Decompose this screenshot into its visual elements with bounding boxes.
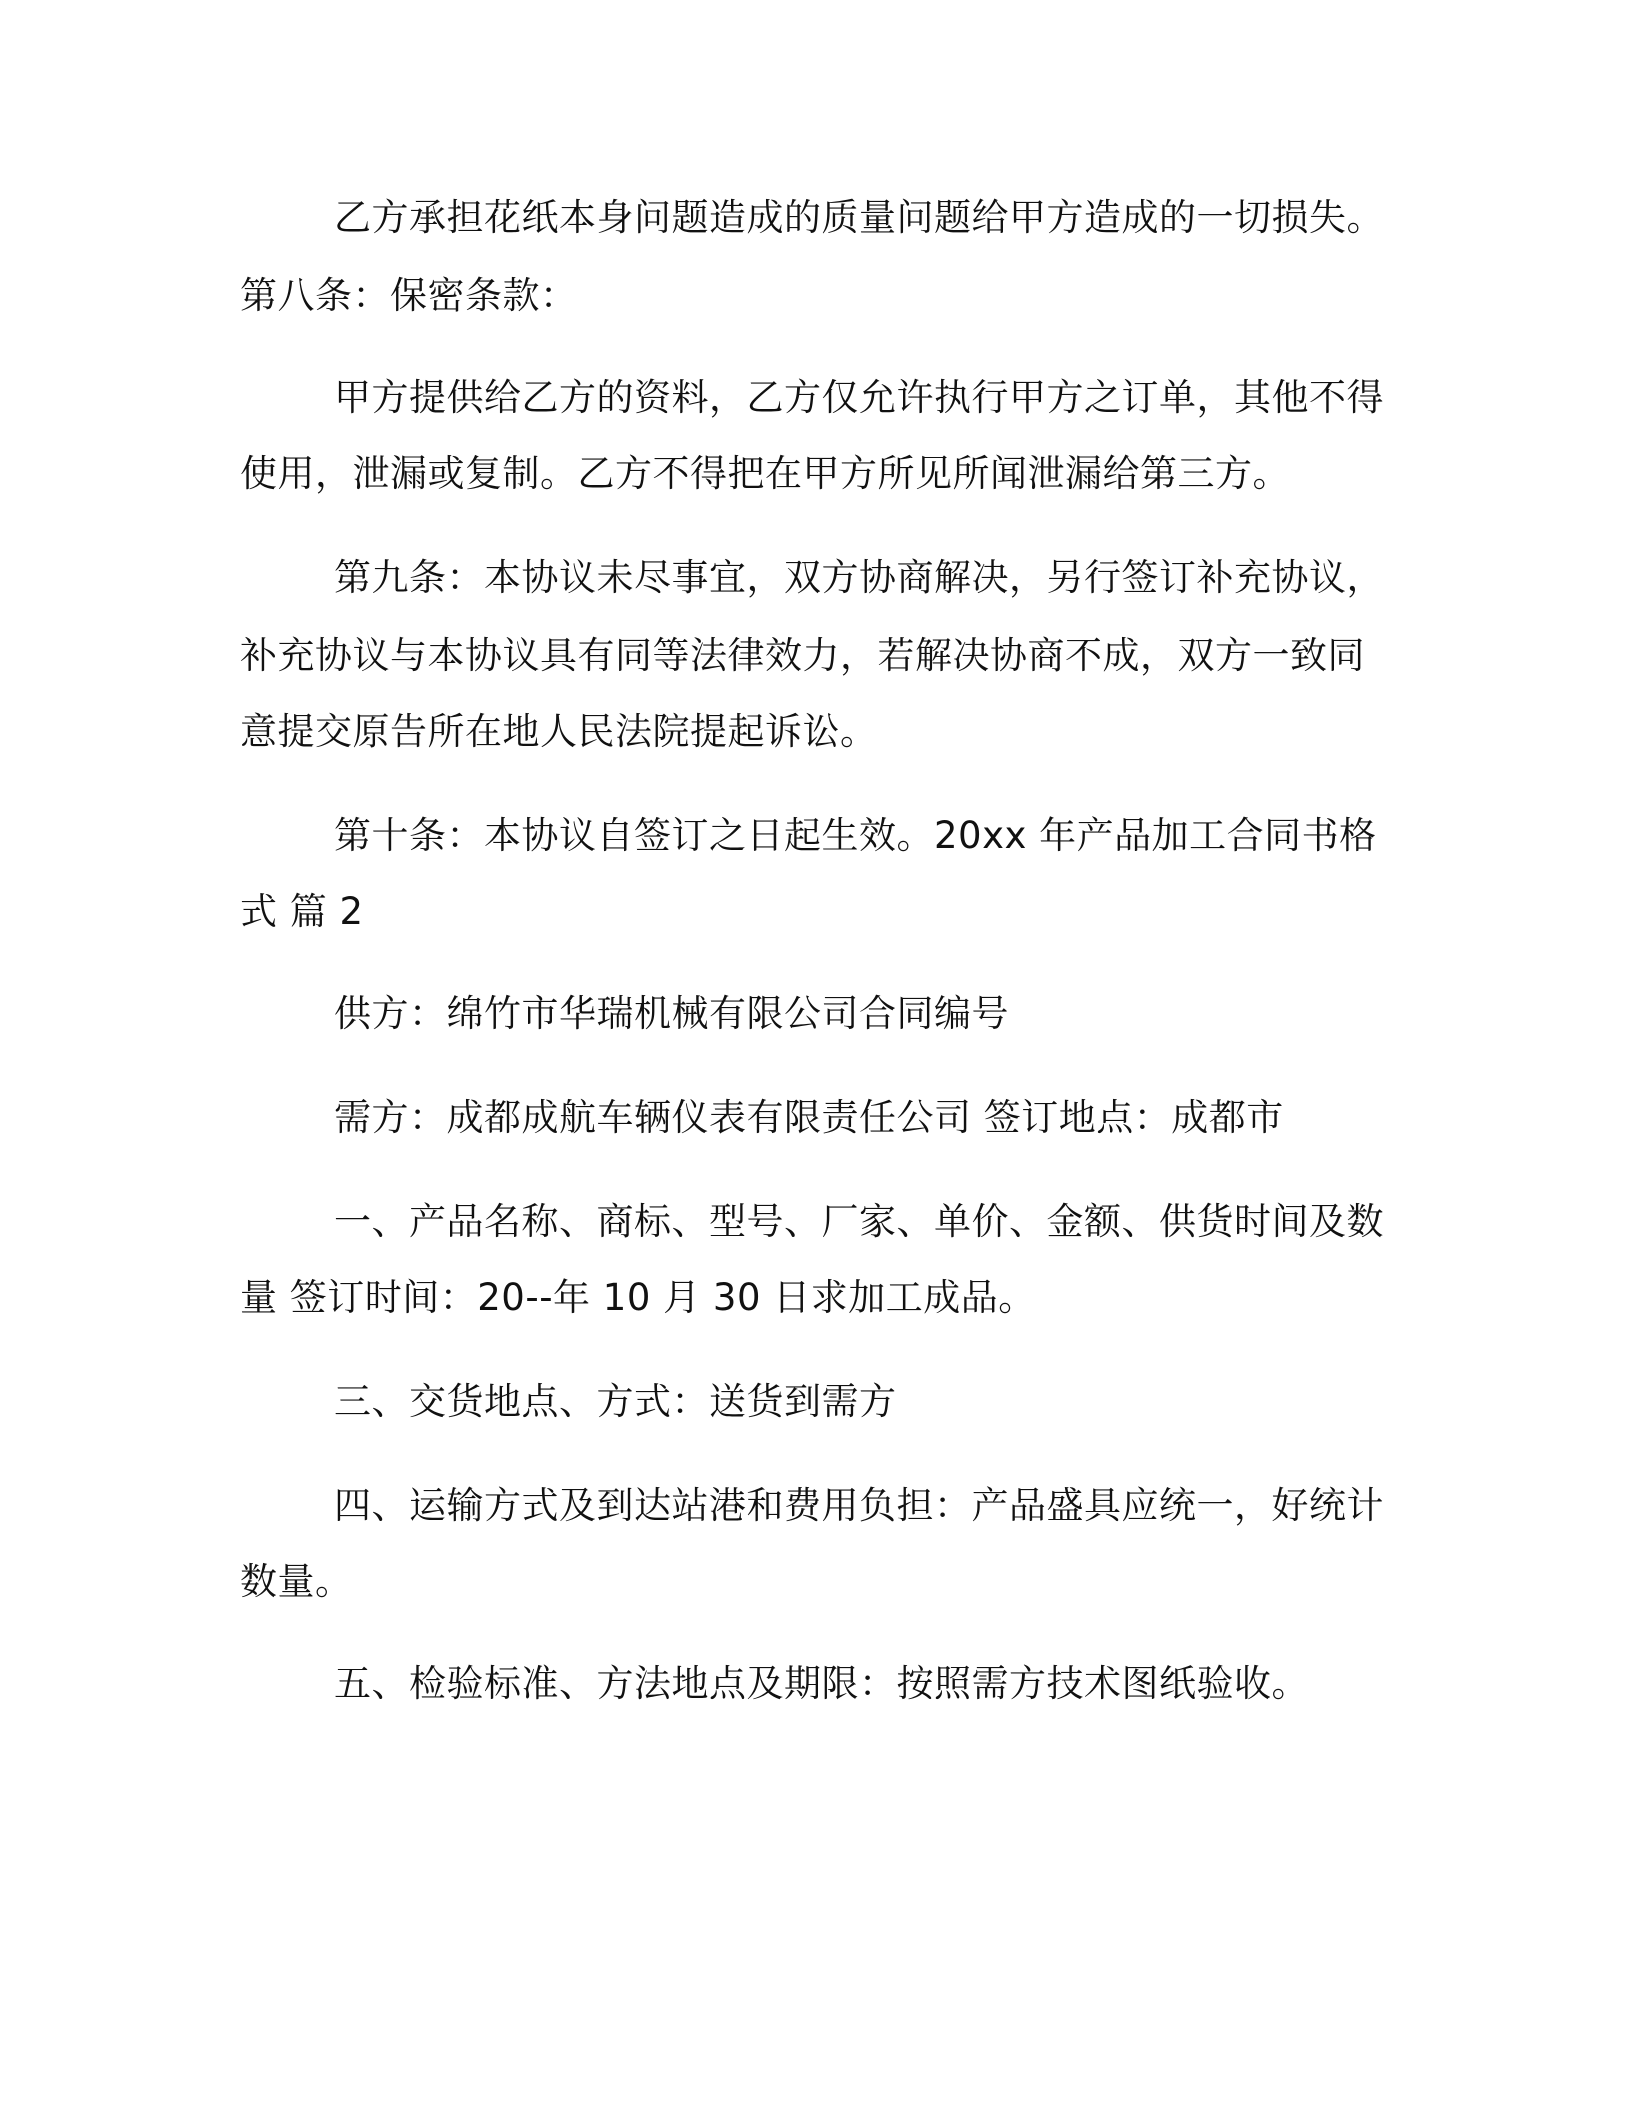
paragraph-line: 三、交货地点、方式：送货到需方 [334,1380,897,1423]
paragraph-line: 式 篇 2 [240,890,364,933]
paragraph-line: 补充协议与本协议具有同等法律效力，若解决协商不成，双方一致同 [240,634,1365,677]
paragraph-line: 四、运输方式及到达站港和费用负担：产品盛具应统一，好统计 [334,1484,1384,1527]
paragraph-line: 意提交原告所在地人民法院提起诉讼。 [240,710,878,753]
section-heading: 第八条：保密条款： [240,274,578,317]
paragraph-line: 甲方提供给乙方的资料，乙方仅允许执行甲方之订单，其他不得 [334,376,1384,419]
paragraph-line: 使用，泄漏或复制。乙方不得把在甲方所见所闻泄漏给第三方。 [240,452,1290,495]
paragraph-line: 一、产品名称、商标、型号、厂家、单价、金额、供货时间及数 [334,1200,1384,1243]
paragraph-line: 乙方承担花纸本身问题造成的质量问题给甲方造成的一切损失。 [334,196,1384,239]
paragraph-line: 第十条：本协议自签订之日起生效。20xx 年产品加工合同书格 [334,814,1377,857]
paragraph-line: 第九条：本协议未尽事宜，双方协商解决，另行签订补充协议， [334,556,1384,599]
paragraph-line: 供方：绵竹市华瑞机械有限公司合同编号 [334,992,1009,1035]
paragraph-line: 数量。 [240,1560,353,1603]
paragraph-line: 量 签订时间：20--年 10 月 30 日求加工成品。 [240,1276,1036,1319]
paragraph-line: 需方：成都成航车辆仪表有限责任公司 签订地点：成都市 [334,1096,1284,1139]
paragraph-line: 五、检验标准、方法地点及期限：按照需方技术图纸验收。 [334,1662,1309,1705]
